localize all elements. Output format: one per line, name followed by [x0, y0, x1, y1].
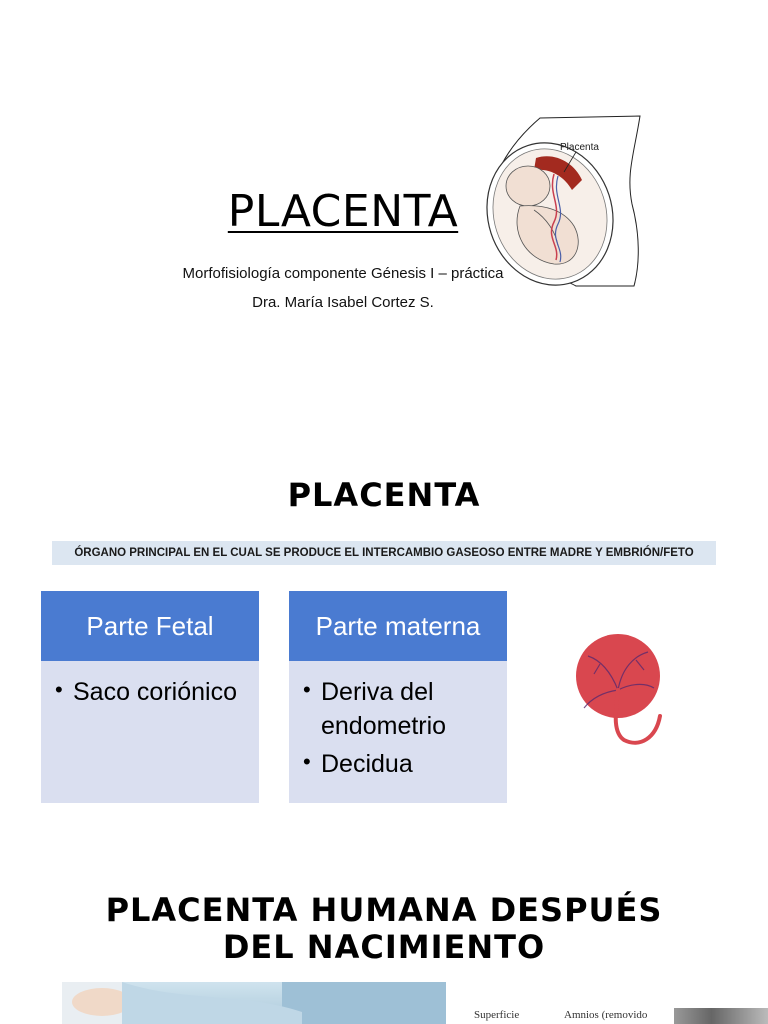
diagram-label-superficie: Superficie — [474, 1009, 520, 1021]
card-body — [289, 661, 507, 803]
diagram-photo — [674, 1008, 768, 1024]
placenta-diagram — [466, 1008, 768, 1024]
card-parte-fetal — [41, 591, 259, 803]
photo-detail — [62, 982, 446, 1024]
slide1-subtitle-course: Morfofisiología componente Génesis I – práctica — [182, 265, 504, 282]
pregnancy-illustration — [484, 114, 644, 290]
bullet-item: • Deriva del endometrio — [303, 675, 501, 743]
bullet-item: • Decidua — [303, 747, 501, 781]
slide1-subtitle-author: Dra. María Isabel Cortez S. — [252, 294, 434, 311]
diagram-label-amnios: Amnios (removido — [564, 1009, 648, 1021]
card-heading: Parte Fetal — [41, 591, 259, 661]
bullet-item: • Saco coriónico — [55, 675, 253, 709]
illustration-label-placenta: Placenta — [560, 142, 599, 153]
placenta-illustration — [560, 620, 680, 760]
card-parte-materna — [289, 591, 507, 803]
definition-banner: ÓRGANO PRINCIPAL EN EL CUAL SE PRODUCE EL INTERCAMBIO GASEOSO ENTRE MADRE Y EMBRIÓN/FETO — [52, 541, 716, 565]
slide3-title — [0, 892, 768, 966]
slide1-title: PLACENTA — [227, 186, 459, 237]
slide3-title-line2: DEL NACIMIENTO — [222, 928, 546, 966]
slide2-title: PLACENTA — [287, 476, 481, 514]
slide3-title-line1: PLACENTA HUMANA DESPUÉS — [105, 891, 663, 929]
card-body — [41, 661, 259, 803]
photo-placenta-after-birth — [62, 982, 446, 1024]
card-heading: Parte materna — [289, 591, 507, 661]
